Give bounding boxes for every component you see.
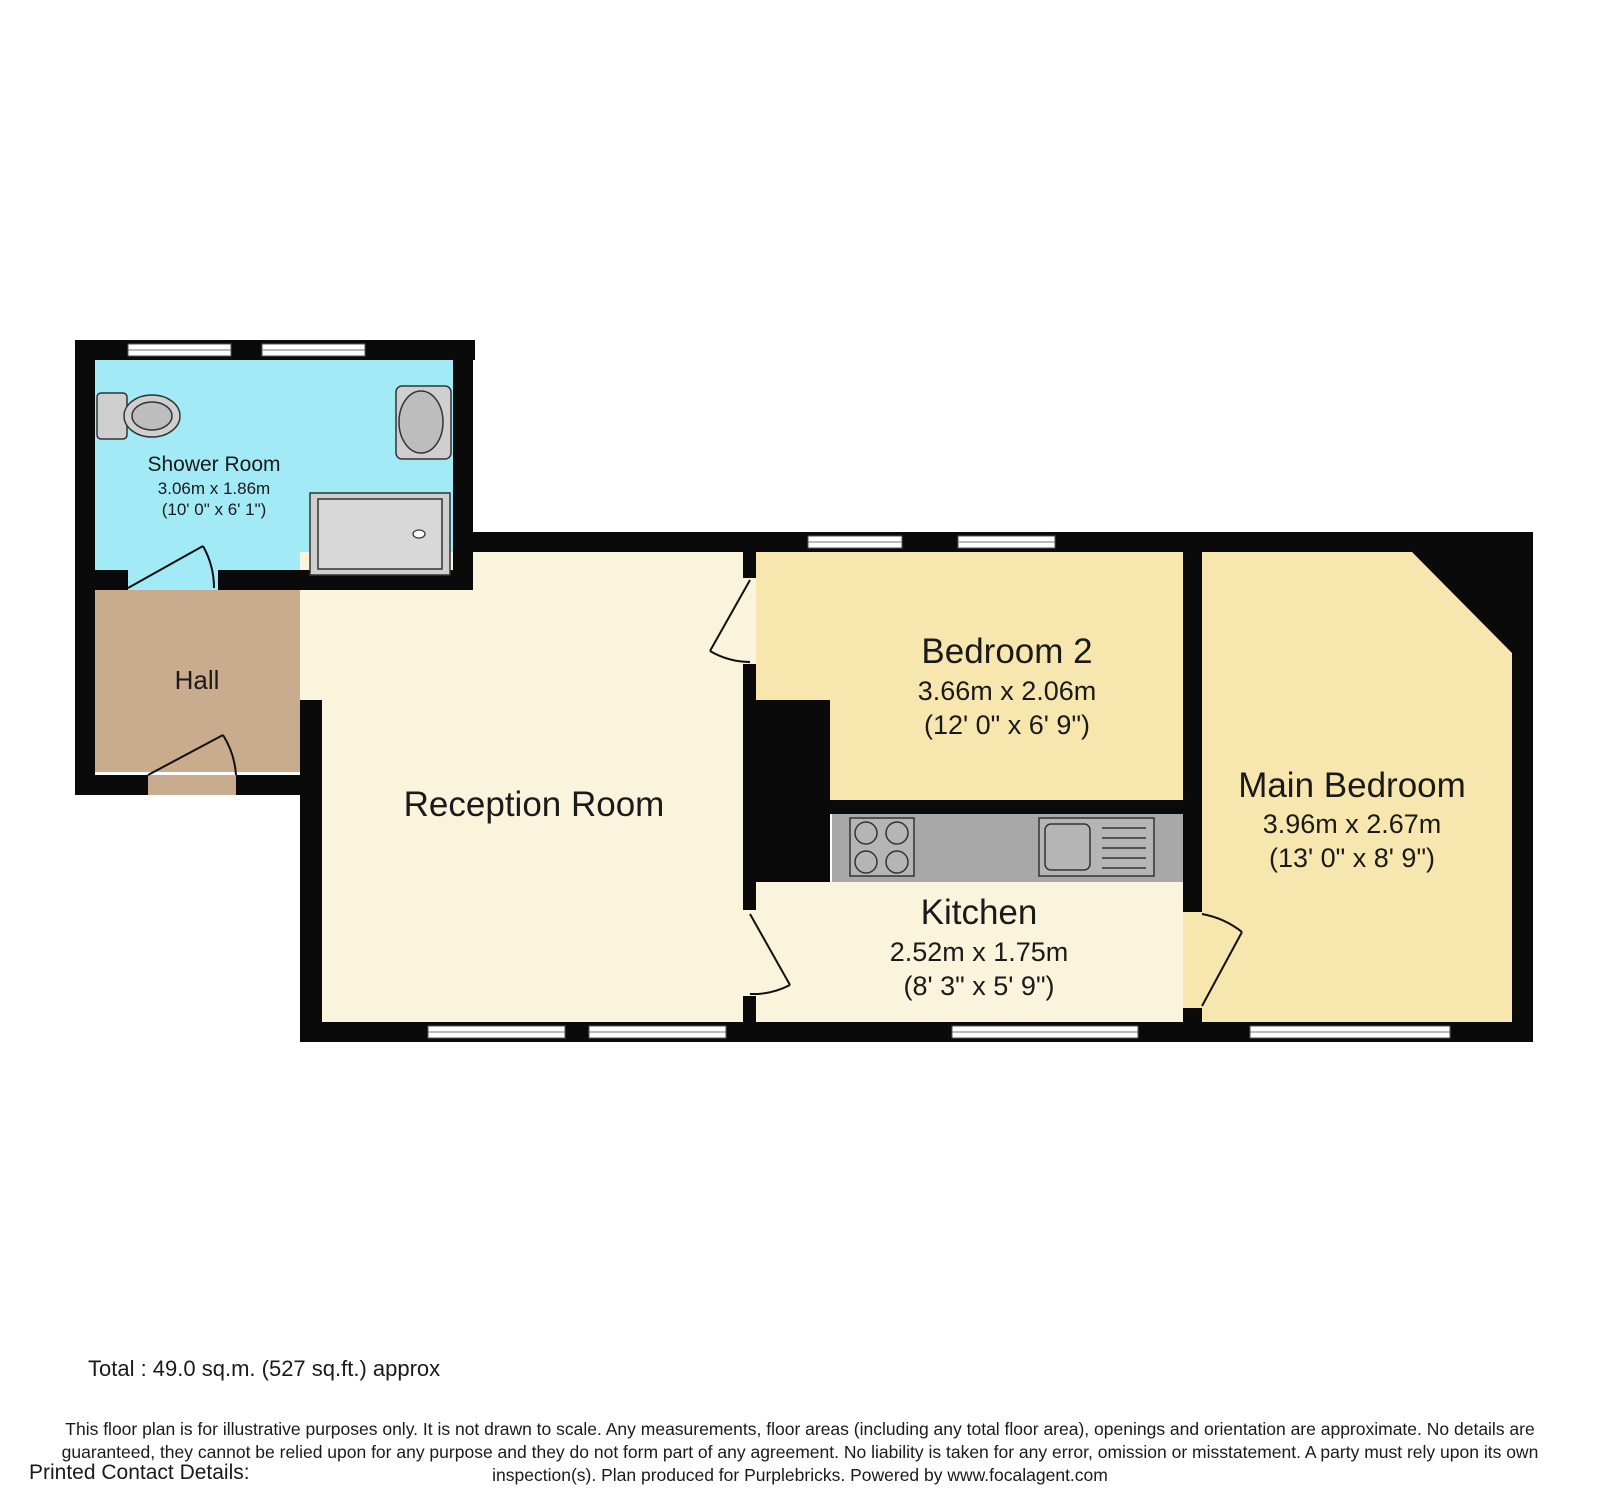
total-area: Total : 49.0 sq.m. (527 sq.ft.) approx — [88, 1356, 441, 1381]
kitchen-imperial: (8' 3" x 5' 9") — [903, 971, 1055, 1001]
shower-room-name: Shower Room — [147, 453, 281, 476]
kitchen-name: Kitchen — [920, 893, 1038, 932]
toilet-icon — [97, 393, 180, 439]
printed-contact-details: Printed Contact Details: — [29, 1461, 250, 1484]
main-bedroom-metric: 3.96m x 2.67m — [1262, 809, 1442, 839]
hob-icon — [850, 818, 914, 876]
basin-icon — [396, 386, 451, 459]
main-bedroom-name: Main Bedroom — [1238, 766, 1466, 805]
kitchen-metric: 2.52m x 1.75m — [889, 937, 1069, 967]
shower-room-metric: 3.06m x 1.86m — [157, 479, 271, 498]
shower-room-imperial: (10' 0" x 6' 1") — [161, 500, 267, 519]
bedroom-2-metric: 3.66m x 2.06m — [917, 676, 1097, 706]
reception-room-floor-ext — [300, 590, 330, 700]
bedroom-2-name: Bedroom 2 — [921, 632, 1093, 671]
hall-name: Hall — [174, 665, 220, 695]
main-bedroom-imperial: (13' 0" x 8' 9") — [1268, 843, 1436, 873]
bedroom-2-imperial: (12' 0" x 6' 9") — [923, 710, 1091, 740]
shower-tray-icon — [310, 493, 450, 575]
disclaimer: This floor plan is for illustrative purposes only. It is not drawn to scale. Any measurements, floor areas (including any total floor area), openings and orientation are approximate. No details are guaranteed, they cannot be relied upon for any purpose and they do not form part of any agreement. No liability is taken for any error, omission or misstatement. A party must rely upon its own inspection(s). Plan produced for Purplebricks. Powered by www.focalagent.com — [61, 1419, 1539, 1485]
sink-icon — [1039, 818, 1154, 876]
reception-room-name: Reception Room — [403, 785, 665, 824]
